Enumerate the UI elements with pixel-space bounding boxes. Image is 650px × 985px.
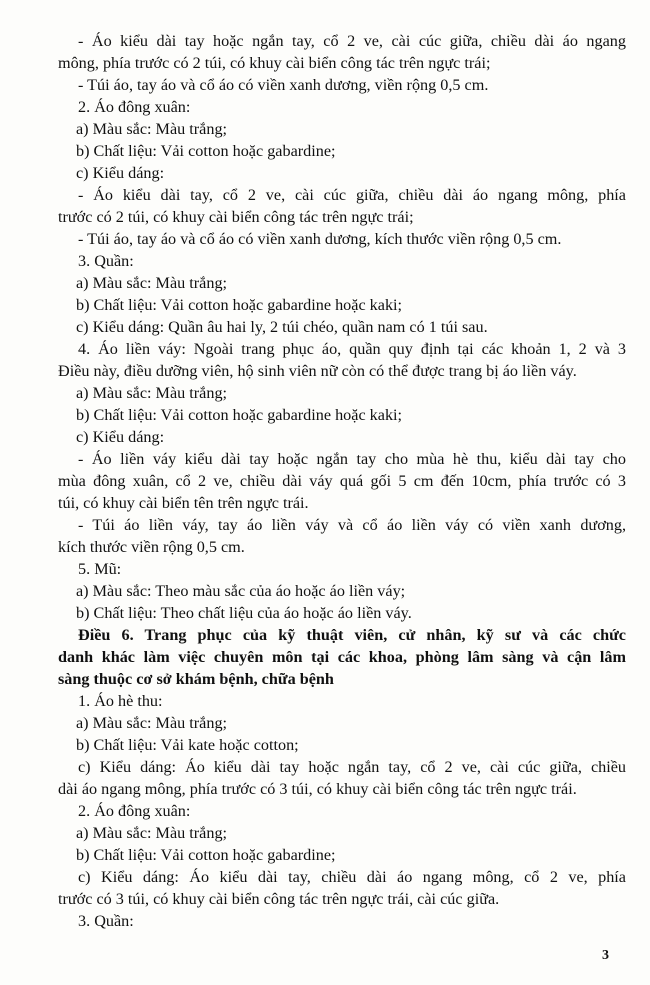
text-line: c) Kiểu dáng: [76, 428, 165, 446]
text-line: a) Màu sắc: Màu trắng; [76, 120, 228, 138]
text-line: b) Chất liệu: Vải kate hoặc cotton; [76, 736, 299, 754]
text-line: 2. Áo đông xuân: [78, 98, 191, 116]
text-line: 1. Áo hè thu: [78, 692, 163, 710]
text-line: dài áo ngang mông, phía trước có 3 túi, có khuy cài biển công tác trên ngực trái. [58, 780, 577, 798]
article-heading-line: danh khác làm việc chuyên môn tại các khoa, phòng lâm sàng và cận lâm [58, 648, 626, 666]
text-line: - Áo kiểu dài tay, cổ 2 ve, cài cúc giữa, chiều dài áo ngang mông, phía [78, 186, 626, 204]
text-line: a) Màu sắc: Màu trắng; [76, 274, 228, 292]
text-line: c) Kiểu dáng: [76, 164, 165, 182]
text-line: trước có 3 túi, có khuy cài biển công tác trên ngực trái, cài cúc giữa. [58, 890, 500, 908]
text-line: 5. Mũ: [78, 560, 122, 578]
text-line: mông, phía trước có 2 túi, có khuy cài biển công tác trên ngực trái; [58, 54, 491, 72]
text-line: mùa đông xuân, cổ 2 ve, chiều dài váy quá gối 5 cm đến 10cm, phía trước có 3 [58, 472, 626, 490]
text-line: c) Kiểu dáng: Quần âu hai ly, 2 túi chéo, quần nam có 1 túi sau. [76, 318, 488, 336]
text-line: b) Chất liệu: Vải cotton hoặc gabardine hoặc kaki; [76, 406, 403, 424]
text-line: trước có 2 túi, có khuy cài biển công tác trên ngực trái; [58, 208, 414, 226]
document-body [58, 30, 626, 932]
text-line: 3. Quần: [78, 252, 134, 270]
text-line: a) Màu sắc: Màu trắng; [76, 714, 228, 732]
text-line: a) Màu sắc: Theo màu sắc của áo hoặc áo liền váy; [76, 582, 406, 600]
text-line: kích thước viền rộng 0,5 cm. [58, 538, 245, 556]
text-line: c) Kiểu dáng: Áo kiểu dài tay, chiều dài áo ngang mông, cổ 2 ve, phía [78, 868, 626, 886]
text-line: a) Màu sắc: Màu trắng; [76, 824, 228, 842]
text-line: b) Chất liệu: Vải cotton hoặc gabardine hoặc kaki; [76, 296, 403, 314]
text-line: b) Chất liệu: Vải cotton hoặc gabardine; [76, 142, 336, 160]
text-line: - Áo liền váy kiểu dài tay hoặc ngắn tay cho mùa hè thu, kiểu dài tay cho [78, 450, 626, 468]
text-line: 2. Áo đông xuân: [78, 802, 191, 820]
text-line: - Túi áo, tay áo và cổ áo có viền xanh dương, kích thước viền rộng 0,5 cm. [78, 230, 562, 248]
text-line: 3. Quần: [78, 912, 134, 930]
page-number: 3 [602, 948, 609, 963]
article-heading-line: Điều 6. Trang phục của kỹ thuật viên, cử nhân, kỹ sư và các chức [78, 626, 626, 644]
text-line: 4. Áo liền váy: Ngoài trang phục áo, quần quy định tại các khoản 1, 2 và 3 [78, 340, 626, 358]
text-line: b) Chất liệu: Theo chất liệu của áo hoặc áo liền váy. [76, 604, 412, 622]
text-line: a) Màu sắc: Màu trắng; [76, 384, 228, 402]
text-line: b) Chất liệu: Vải cotton hoặc gabardine; [76, 846, 336, 864]
text-line: - Túi áo liền váy, tay áo liền váy và cổ áo liền váy có viền xanh dương, [78, 516, 626, 534]
article-heading-line: sàng thuộc cơ sở khám bệnh, chữa bệnh [58, 670, 334, 688]
text-line: c) Kiểu dáng: Áo kiểu dài tay hoặc ngắn tay, cổ 2 ve, cài cúc giữa, chiều [78, 758, 626, 776]
text-line: - Áo kiểu dài tay hoặc ngắn tay, cổ 2 ve, cài cúc giữa, chiều dài áo ngang [78, 32, 626, 50]
text-line: Điều này, điều dưỡng viên, hộ sinh viên nữ còn có thể được trang bị áo liền váy. [58, 362, 577, 380]
text-line: túi, có khuy cài biển tên trên ngực trái. [58, 494, 309, 512]
text-line: - Túi áo, tay áo và cổ áo có viền xanh dương, viền rộng 0,5 cm. [78, 76, 489, 94]
